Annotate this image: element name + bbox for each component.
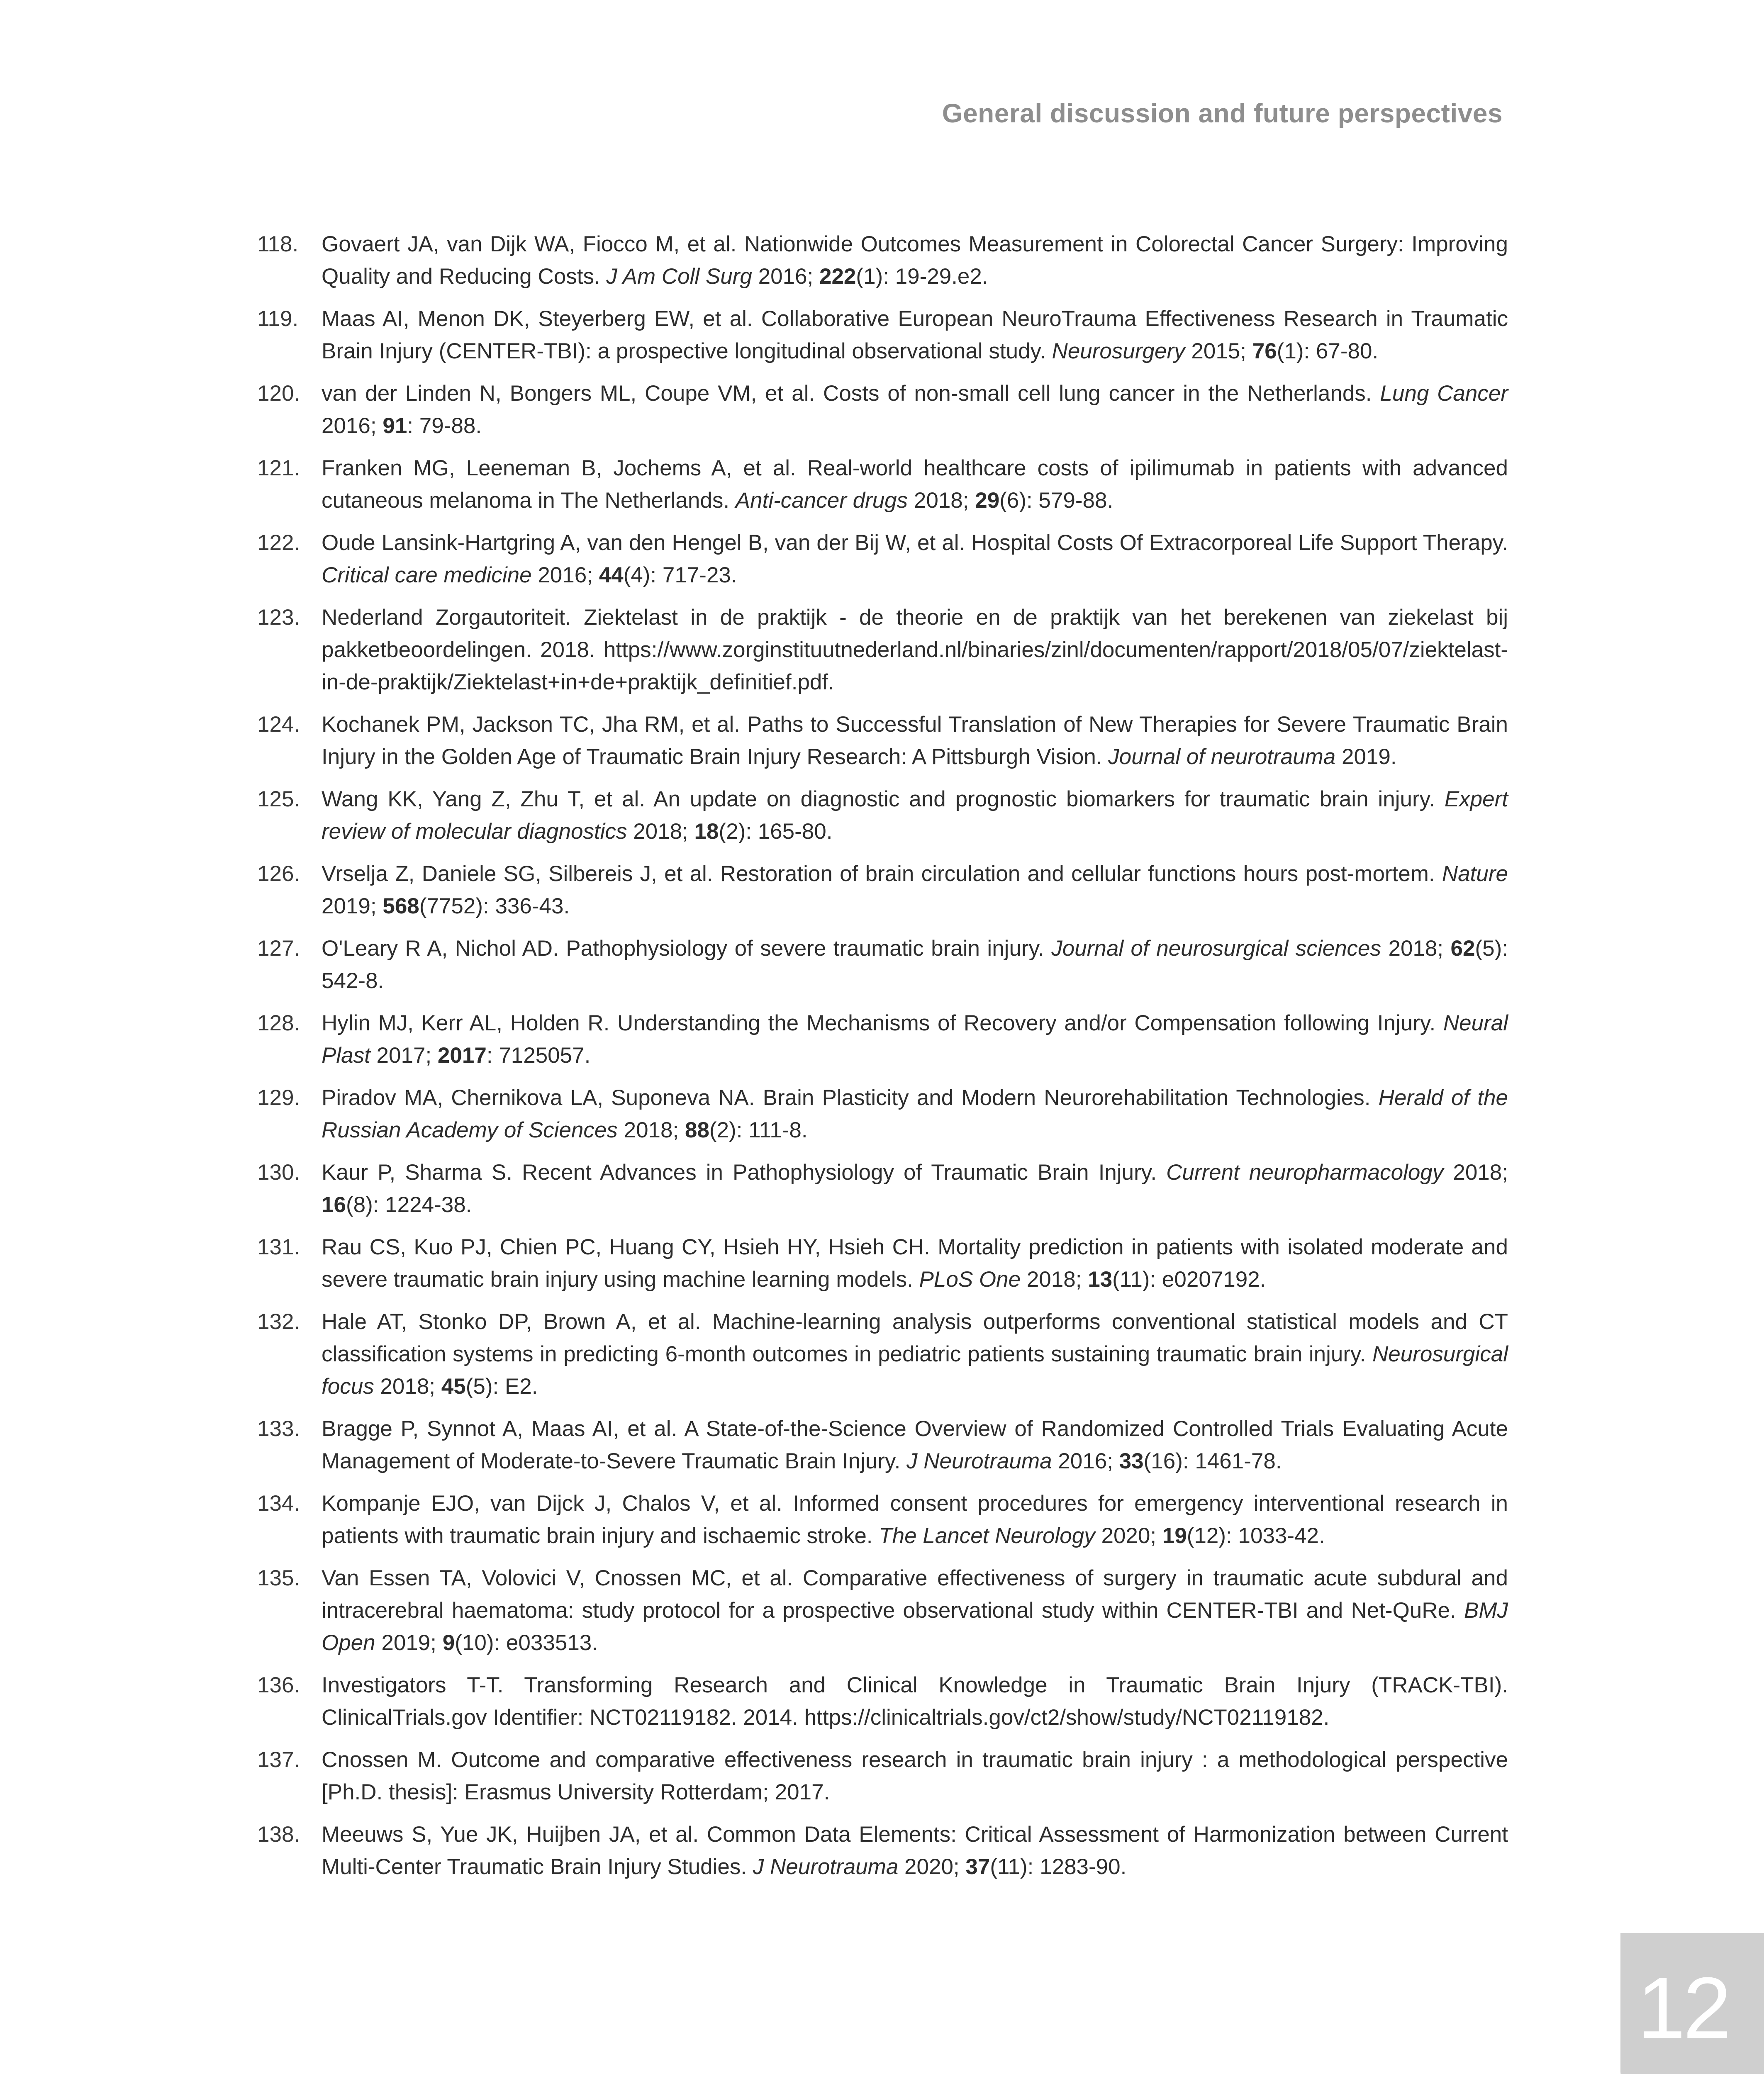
reference-volume: 33: [1119, 1449, 1144, 1473]
reference-item: [257, 1231, 1508, 1296]
reference-journal: Neurosurgery: [1052, 339, 1185, 363]
reference-body: Vrselja Z, Daniele SG, Silbereis J, et al. Restoration of brain circulation and cellular functions hours post-mortem.: [322, 862, 1442, 886]
reference-text: [322, 858, 1508, 923]
reference-text: [322, 1562, 1508, 1659]
reference-volume: 37: [965, 1855, 990, 1879]
reference-body: Meeuws S, Yue JK, Huijben JA, et al. Common Data Elements: Critical Assessment of Harmonization between Current Multi-Center Traumatic Brain Injury Studies.: [322, 1822, 1508, 1879]
reference-volume: 18: [694, 819, 719, 844]
reference-text: [322, 1306, 1508, 1403]
reference-text: [322, 601, 1508, 699]
reference-volume: 62: [1450, 936, 1475, 961]
reference-list: [257, 228, 1508, 1893]
reference-text: [322, 1744, 1508, 1809]
reference-journal: Critical care medicine: [322, 563, 532, 587]
reference-journal: BMJ Open: [322, 1598, 1508, 1655]
reference-item: [257, 228, 1508, 293]
reference-pages: (11): 1283-90.: [990, 1855, 1127, 1879]
reference-item: [257, 1156, 1508, 1221]
reference-journal: Lung Cancer: [1380, 381, 1508, 406]
reference-year: 2018;: [1443, 1160, 1508, 1185]
reference-number: 130.: [257, 1160, 300, 1185]
reference-text: [322, 228, 1508, 293]
reference-volume: 76: [1252, 339, 1277, 363]
reference-text: [322, 783, 1508, 848]
reference-body: Kaur P, Sharma S. Recent Advances in Pathophysiology of Traumatic Brain Injury.: [322, 1160, 1167, 1185]
reference-text: [322, 527, 1508, 592]
reference-year: 2018;: [627, 819, 694, 844]
reference-body: Govaert JA, van Dijk WA, Fiocco M, et al. Nationwide Outcomes Measurement in Colorectal Cancer Surgery: Improving Quality and Reducing Costs.: [322, 232, 1508, 289]
reference-number: 136.: [257, 1673, 300, 1697]
reference-text: [322, 1231, 1508, 1296]
reference-body: Wang KK, Yang Z, Zhu T, et al. An update on diagnostic and prognostic biomarkers for traumatic brain injury.: [322, 787, 1445, 811]
reference-journal: J Neurotrauma: [906, 1449, 1052, 1473]
reference-volume: 19: [1162, 1524, 1187, 1548]
reference-year: 2016;: [752, 264, 819, 289]
reference-year: 2020;: [898, 1855, 966, 1879]
reference-year: 2020;: [1095, 1524, 1162, 1548]
reference-body: Investigators T-T. Transforming Research and Clinical Knowledge in Traumatic Brain Injury (TRACK-TBI). ClinicalTrials.gov Identifier: NCT02119182. 2014. https://clinicaltrials.gov/ct2/show/study/NCT02119182.: [322, 1673, 1508, 1730]
reference-item: [257, 527, 1508, 592]
reference-volume: 16: [322, 1193, 346, 1217]
reference-item: [257, 452, 1508, 517]
reference-volume: 2017: [437, 1043, 487, 1068]
reference-body: Nederland Zorgautoriteit. Ziektelast in de praktijk - de theorie en de praktijk van het berekenen van ziekelast bij pakketbeoordelingen. 2018. https://www.zorginstituutnederland.nl/binaries/zinl/documenten/rapport/2018/05/07/ziektelast-in-de-praktijk/Ziektelast+in+de+praktijk_definitief.pdf.: [322, 605, 1508, 694]
reference-body: Franken MG, Leeneman B, Jochems A, et al. Real-world healthcare costs of ipilimumab in patients with advanced cutaneous melanoma in The Netherlands.: [322, 456, 1508, 513]
reference-text: [322, 1156, 1508, 1221]
reference-year: 2018;: [1021, 1267, 1088, 1292]
reference-volume: 9: [442, 1631, 455, 1655]
reference-journal: The Lancet Neurology: [879, 1524, 1095, 1548]
reference-body: Cnossen M. Outcome and comparative effectiveness research in traumatic brain injury : a methodological perspective [Ph.D. thesis]: Erasmus University Rotterdam; 2017.: [322, 1748, 1508, 1804]
reference-number: 123.: [257, 605, 300, 630]
reference-body: Piradov MA, Chernikova LA, Suponeva NA. Brain Plasticity and Modern Neurorehabilitation Technologies.: [322, 1086, 1379, 1110]
reference-pages: (10): e033513.: [455, 1631, 598, 1655]
reference-item: [257, 377, 1508, 442]
reference-body: Hale AT, Stonko DP, Brown A, et al. Machine-learning analysis outperforms conventional statistical models and CT classification systems in predicting 6-month outcomes in pediatric patients sustaining traumatic brain injury.: [322, 1310, 1508, 1366]
reference-text: [322, 1413, 1508, 1478]
reference-volume: 13: [1088, 1267, 1113, 1292]
reference-item: [257, 1487, 1508, 1552]
reference-pages: (4): 717-23.: [623, 563, 737, 587]
reference-pages: (2): 111-8.: [709, 1118, 808, 1142]
reference-year: 2018;: [617, 1118, 685, 1142]
reference-pages: (16): 1461-78.: [1143, 1449, 1282, 1473]
reference-volume: 568: [383, 894, 419, 918]
reference-journal: J Neurotrauma: [753, 1855, 899, 1879]
reference-body: Maas AI, Menon DK, Steyerberg EW, et al. Collaborative European NeuroTrauma Effectiveness Research in Traumatic Brain Injury (CENTER-TBI): a prospective longitudinal observational study.: [322, 307, 1508, 363]
reference-body: van der Linden N, Bongers ML, Coupe VM, et al. Costs of non-small cell lung cancer in the Netherlands.: [322, 381, 1380, 406]
reference-item: [257, 1082, 1508, 1147]
reference-number: 129.: [257, 1086, 300, 1110]
reference-number: 121.: [257, 456, 300, 480]
reference-volume: 29: [975, 488, 1000, 513]
reference-journal: Expert review of molecular diagnostics: [322, 787, 1508, 844]
reference-journal: Journal of neurotrauma: [1108, 745, 1336, 769]
reference-pages: (7752): 336-43.: [419, 894, 570, 918]
reference-pages: (5): 542-8.: [322, 936, 1508, 993]
reference-volume: 91: [383, 414, 407, 438]
reference-year: 2017;: [370, 1043, 438, 1068]
reference-text: [322, 1082, 1508, 1147]
reference-journal: Nature: [1442, 862, 1508, 886]
reference-number: 135.: [257, 1566, 300, 1590]
reference-text: [322, 1487, 1508, 1552]
reference-text: [322, 932, 1508, 997]
reference-item: [257, 858, 1508, 923]
reference-year: 2016;: [1052, 1449, 1119, 1473]
reference-text: [322, 452, 1508, 517]
running-header: General discussion and future perspectives: [942, 98, 1503, 128]
reference-journal: J Am Coll Surg: [606, 264, 752, 289]
reference-item: [257, 1007, 1508, 1072]
reference-number: 122.: [257, 531, 300, 555]
reference-number: 138.: [257, 1822, 300, 1847]
reference-pages: (2): 165-80.: [719, 819, 833, 844]
reference-year: 2019;: [322, 894, 383, 918]
reference-year: 2015;: [1185, 339, 1252, 363]
chapter-number: 12: [1637, 1959, 1729, 2057]
reference-body: Kompanje EJO, van Dijck J, Chalos V, et al. Informed consent procedures for emergency interventional research in patients with traumatic brain injury and ischaemic stroke.: [322, 1491, 1508, 1548]
reference-item: [257, 1413, 1508, 1478]
reference-text: [322, 1007, 1508, 1072]
reference-number: 120.: [257, 381, 300, 406]
reference-number: 137.: [257, 1748, 300, 1772]
reference-pages: (12): 1033-42.: [1187, 1524, 1325, 1548]
reference-text: [322, 1669, 1508, 1734]
reference-number: 119.: [257, 307, 299, 331]
reference-year: 2018;: [908, 488, 975, 513]
reference-pages: (8): 1224-38.: [346, 1193, 472, 1217]
reference-number: 128.: [257, 1011, 300, 1035]
reference-pages: (11): e0207192.: [1112, 1267, 1266, 1292]
reference-volume: 45: [441, 1374, 466, 1399]
reference-text: [322, 303, 1508, 368]
reference-item: [257, 303, 1508, 368]
reference-item: [257, 1669, 1508, 1734]
reference-volume: 222: [819, 264, 856, 289]
reference-number: 126.: [257, 862, 300, 886]
reference-number: 118.: [257, 232, 299, 256]
reference-body: O'Leary R A, Nichol AD. Pathophysiology of severe traumatic brain injury.: [322, 936, 1052, 961]
reference-number: 124.: [257, 712, 300, 737]
reference-pages: : 7125057.: [486, 1043, 591, 1068]
reference-number: 134.: [257, 1491, 300, 1516]
reference-journal: Herald of the Russian Academy of Sciences: [322, 1086, 1508, 1142]
reference-item: [257, 1818, 1508, 1883]
reference-body: Bragge P, Synnot A, Maas AI, et al. A State-of-the-Science Overview of Randomized Controlled Trials Evaluating Acute Management of Moderate-to-Severe Traumatic Brain Injury.: [322, 1417, 1508, 1473]
reference-body: Rau CS, Kuo PJ, Chien PC, Huang CY, Hsieh HY, Hsieh CH. Mortality prediction in patients with isolated moderate and severe traumatic brain injury using machine learning models.: [322, 1235, 1508, 1292]
reference-number: 131.: [257, 1235, 300, 1259]
reference-volume: 44: [599, 563, 624, 587]
reference-number: 132.: [257, 1310, 300, 1334]
reference-year: 2016;: [531, 563, 599, 587]
reference-body: Hylin MJ, Kerr AL, Holden R. Understanding the Mechanisms of Recovery and/or Compensation following Injury.: [322, 1011, 1443, 1035]
reference-text: [322, 377, 1508, 442]
reference-number: 127.: [257, 936, 300, 961]
reference-item: [257, 601, 1508, 699]
reference-number: 125.: [257, 787, 300, 811]
reference-journal: Journal of neurosurgical sciences: [1051, 936, 1381, 961]
reference-volume: 88: [685, 1118, 709, 1142]
reference-pages: (1): 19-29.e2.: [856, 264, 988, 289]
reference-item: [257, 783, 1508, 848]
reference-journal: Neurosurgical focus: [322, 1342, 1508, 1399]
reference-text: [322, 708, 1508, 773]
reference-body: Kochanek PM, Jackson TC, Jha RM, et al. Paths to Successful Translation of New Therapies for Severe Traumatic Brain Injury in the Golden Age of Traumatic Brain Injury Research: A Pittsburgh Vision.: [322, 712, 1508, 769]
reference-year: 2019;: [375, 1631, 443, 1655]
reference-journal: Neural Plast: [322, 1011, 1508, 1068]
reference-pages: (6): 579-88.: [999, 488, 1113, 513]
reference-item: [257, 1306, 1508, 1403]
reference-item: [257, 1744, 1508, 1809]
reference-body: Oude Lansink-Hartgring A, van den Hengel B, van der Bij W, et al. Hospital Costs Of Extracorporeal Life Support Therapy.: [322, 531, 1508, 555]
reference-pages: (5): E2.: [465, 1374, 538, 1399]
reference-year: 2018;: [374, 1374, 441, 1399]
reference-pages: (1): 67-80.: [1277, 339, 1379, 363]
reference-journal: PLoS One: [919, 1267, 1021, 1292]
reference-number: 133.: [257, 1417, 300, 1441]
reference-pages: : 79-88.: [407, 414, 482, 438]
reference-text: [322, 1818, 1508, 1883]
reference-year: 2018;: [1381, 936, 1451, 961]
reference-item: [257, 708, 1508, 773]
reference-body: Van Essen TA, Volovici V, Cnossen MC, et al. Comparative effectiveness of surgery in traumatic acute subdural and intracerebral haematoma: study protocol for a prospective observational study within CENTER-TBI and Net-QuRe.: [322, 1566, 1508, 1623]
reference-year: 2019.: [1335, 745, 1397, 769]
reference-year: 2016;: [322, 414, 383, 438]
reference-journal: Current neuropharmacology: [1166, 1160, 1444, 1185]
chapter-tab: [1620, 1933, 1764, 2074]
reference-item: [257, 932, 1508, 997]
reference-journal: Anti-cancer drugs: [735, 488, 908, 513]
reference-item: [257, 1562, 1508, 1659]
